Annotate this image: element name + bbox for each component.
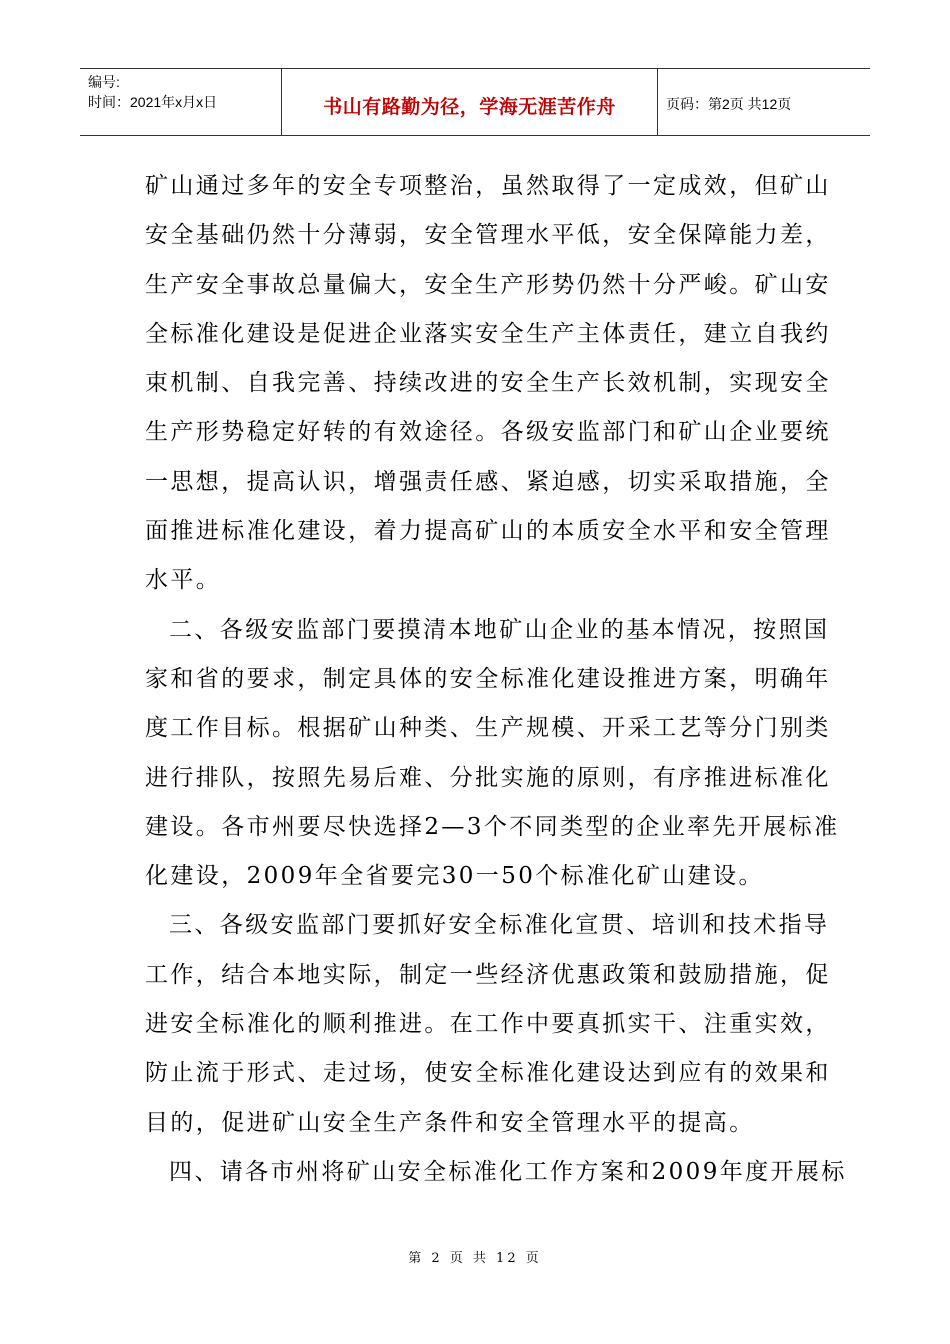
header-meta [80, 69, 282, 135]
page-footer: 第 2 页 共 12 页 [408, 1251, 542, 1266]
header-motto: 书山有路勤为径，学海无涯苦作舟 [282, 69, 658, 135]
text-line: 水平。 [145, 567, 222, 594]
text-line: 工作，结合本地实际，制定一些经济优惠政策和鼓励措施，促 [145, 961, 831, 988]
text-line: 化建设，2009年全省要完30一50个标准化矿山建设。 [145, 863, 764, 890]
text-line: 安全基础仍然十分薄弱，安全管理水平低，安全保障能力差， [145, 222, 831, 249]
text-line: 防止流于形式、走过场，使安全标准化建设达到应有的效果和 [145, 1060, 831, 1087]
text-line: 面推进标准化建设，着力提高矿山的本质安全水平和安全管理 [145, 518, 831, 545]
text-line: 进安全标准化的顺利推进。在工作中要真抓实干、注重实效， [145, 1011, 831, 1038]
time-label: 时间：2021年x月x日 [88, 94, 218, 110]
page-header [80, 68, 870, 136]
header-page-info: 页码：第2页 共12页 [666, 96, 792, 112]
paragraph-2-start: 二、各级安监部门要摸清本地矿山企业的基本情况，按照国 [169, 616, 830, 643]
paragraph-3-start: 三、各级安监部门要抓好安全标准化宣贯、培训和技术指导 [169, 912, 830, 939]
text-line: 建设。各市州要尽快选择2—3个不同类型的企业率先开展标准 [145, 813, 840, 840]
body-text [145, 162, 847, 1197]
text-line: 束机制、自我完善、持续改进的安全生产长效机制，实现安全 [145, 370, 831, 397]
paragraph-4-start: 四、请各市州将矿山安全标准化工作方案和2009年度开展标 [169, 1158, 847, 1185]
text-line: 一思想，提高认识，增强责任感、紧迫感，切实采取措施，全 [145, 468, 831, 495]
text-line: 矿山通过多年的安全专项整治，虽然取得了一定成效，但矿山 [145, 173, 831, 199]
number-label: 编号: [88, 74, 120, 90]
text-line: 生产形势稳定好转的有效途径。各级安监部门和矿山企业要统 [145, 419, 831, 446]
text-line: 目的，促进矿山安全生产条件和安全管理水平的提高。 [145, 1109, 755, 1136]
text-line: 生产安全事故总量偏大，安全生产形势仍然十分严峻。矿山安 [145, 271, 831, 298]
text-line: 度工作目标。根据矿山种类、生产规模、开采工艺等分门别类 [145, 715, 831, 742]
text-line: 全标准化建设是促进企业落实安全生产主体责任，建立自我约 [145, 320, 831, 347]
text-line: 家和省的要求，制定具体的安全标准化建设推进方案，明确年 [145, 665, 831, 692]
text-line: 进行排队，按照先易后难、分批实施的原则，有序推进标准化 [145, 764, 831, 791]
